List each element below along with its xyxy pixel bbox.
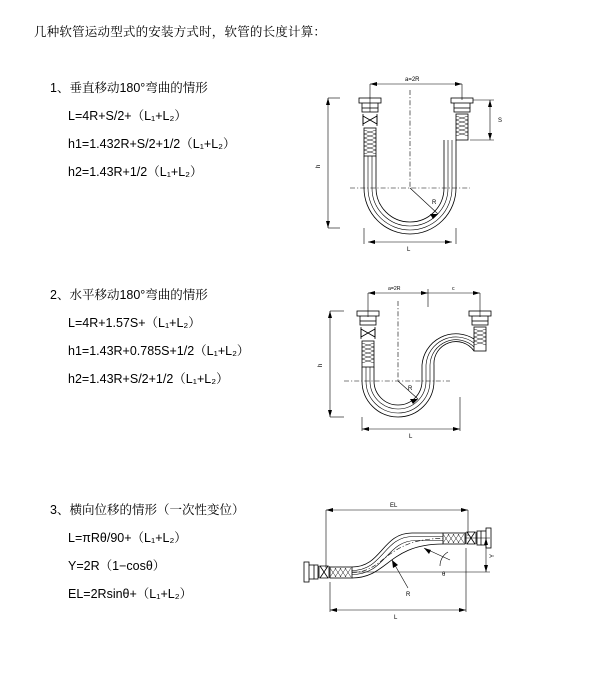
section-1-text: [50, 78, 310, 180]
svg-text:EL: EL: [390, 503, 398, 509]
section-2-formula-1: L=4R+1.57S+（L₁+L₂）: [68, 316, 201, 330]
vertical-180-bend-diagram: [310, 68, 510, 258]
svg-text:h: h: [318, 363, 324, 367]
section-3-text: [50, 500, 310, 602]
svg-text:θ: θ: [442, 572, 446, 578]
horizontal-180-bend-diagram: [310, 277, 510, 447]
section-1-formula-1: L=4R+S/2+（L₁+L₂）: [68, 109, 187, 123]
section-3-title: 3、横向位移的情形（一次性变位）: [50, 503, 245, 517]
section-3-formula-2: Y=2R（1−cosθ）: [68, 559, 166, 573]
svg-text:c: c: [452, 286, 455, 292]
svg-text:R: R: [432, 200, 437, 206]
section-2-title: 2、水平移动180°弯曲的情形: [50, 288, 208, 302]
section-2-text: [50, 285, 310, 387]
svg-text:a=2R: a=2R: [405, 77, 420, 83]
section-1-title: 1、垂直移动180°弯曲的情形: [50, 81, 208, 95]
svg-text:R: R: [408, 386, 413, 392]
section-1-formula-2: h1=1.432R+S/2+1/2（L₁+L₂）: [68, 137, 236, 151]
svg-text:L: L: [394, 615, 398, 621]
section-3-formula-1: L=πRθ/90+（L₁+L₂）: [68, 531, 187, 545]
svg-text:L: L: [407, 247, 411, 253]
section-2-formula-3: h2=1.43R+S/2+1/2（L₁+L₂）: [68, 372, 229, 386]
page-title: 几种软管运动型式的安装方式时，软管的长度计算：: [34, 25, 327, 39]
section-1-formula-3: h2=1.43R+1/2（L₁+L₂）: [68, 165, 203, 179]
svg-text:a=2R: a=2R: [388, 286, 401, 292]
svg-text:Y: Y: [490, 553, 496, 558]
section-3-formula-3: EL=2Rsinθ+（L₁+L₂）: [68, 587, 193, 601]
svg-text:S: S: [498, 118, 503, 124]
svg-text:R: R: [406, 592, 411, 598]
svg-text:L: L: [409, 434, 413, 440]
lateral-offset-diagram: [290, 490, 510, 630]
svg-text:h: h: [316, 164, 322, 168]
section-2-formula-2: h1=1.43R+0.785S+1/2（L₁+L₂）: [68, 344, 250, 358]
